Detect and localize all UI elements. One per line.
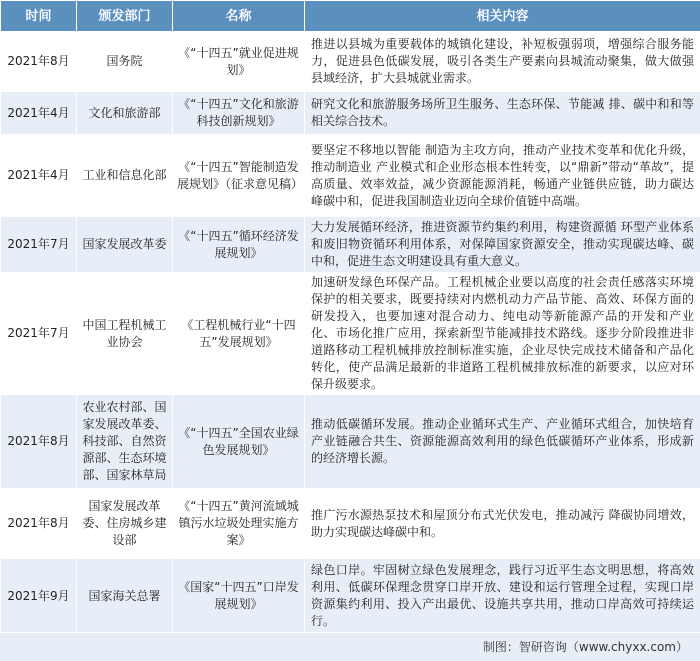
cell-dept: 农业农村部、国家发展改革委、科技部、自然资源部、生态环境部、国家林草局	[77, 395, 173, 489]
cell-name: 《工程机械行业“十四五”发展规划》	[173, 273, 305, 395]
cell-dept: 文化和旅游部	[77, 92, 173, 135]
cell-time: 2021年8月	[1, 489, 77, 559]
cell-time: 2021年8月	[1, 32, 77, 92]
source-footer	[0, 632, 700, 661]
table-row	[1, 395, 700, 489]
cell-time: 2021年4月	[1, 92, 77, 135]
cell-content: 推广污水源热泵技术和屋顶分布式光伏发电，推动减污 降碳协同增效，助力实现碳达峰碳中和。	[305, 489, 700, 559]
cell-name: 《“十四五”黄河流域城镇污水垃圾处理实施方案》	[173, 489, 305, 559]
cell-dept: 国务院	[77, 32, 173, 92]
cell-time: 2021年9月	[1, 559, 77, 634]
cell-content: 绿色口岸。牢固树立绿色发展理念，践行习近平生态文明思想，将高效利用、低碳环保理念贯穿口岸开放、建设和运行管理全过程，实现口岸资源集约利用、投入产出最优、设施共享共用，推动口岸高效可持续运行。	[305, 559, 700, 634]
table-row	[1, 489, 700, 559]
table-row	[1, 273, 700, 395]
cell-dept: 国家发展改革委、住房城乡建设部	[77, 489, 173, 559]
cell-name: 《“十四五”就业促进规划》	[173, 32, 305, 92]
cell-dept: 国家海关总署	[77, 559, 173, 634]
table-row	[1, 135, 700, 217]
cell-name: 《“十四五”循环经济发展规划》	[173, 217, 305, 273]
header-time: 时间	[1, 1, 77, 32]
cell-name: 《“十四五”全国农业绿色发展规划》	[173, 395, 305, 489]
cell-time: 2021年8月	[1, 395, 77, 489]
cell-name: 《“十四五”文化和旅游科技创新规划》	[173, 92, 305, 135]
cell-content: 要坚定不移地以智能 制造为主攻方向，推动产业技术变革和优化升级，推动制造业 产业模式和企业形态根本性转变，以“鼎新”带动“革故”，提高质量、效率效益，减少资源能源消耗，畅通产业链供应链，助力碳达峰碳中和，促进我国制造业迈向全球价值链中高端。	[305, 135, 700, 217]
cell-time: 2021年4月	[1, 135, 77, 217]
cell-content: 加速研发绿色环保产品。工程机械企业要以高度的社会责任感落实环境保护的相关要求，既要持续对内燃机动力产品节能、高效、环保方面的研发投入，也要加速对混合动力、纯电动等新能源产品的开发和产业化、市场化推广应用，探索新型节能减排技术路线。逐步分阶段推进非道路移动工程机械排放控制标准实施，企业尽快完成技术储备和产品化转化，使产品满足最新的非道路工程机械排放标准的新要求，以应对环保升级要求。	[305, 273, 700, 395]
cell-name: 《“十四五”智能制造发展规划》（征求意见稿）	[173, 135, 305, 217]
table-row	[1, 559, 700, 634]
cell-dept: 国家发展改革委	[77, 217, 173, 273]
cell-content: 推进以县城为重要载体的城镇化建设，补短板强弱项，增强综合服务能力，促进县色低碳发展，吸引各类生产要素向县城流动聚集，做大做强县域经济，扩大县城就业需求。	[305, 32, 700, 92]
table-row	[1, 217, 700, 273]
cell-name: 《国家“十四五”口岸发展规划》	[173, 559, 305, 634]
cell-content: 推动低碳循环发展。推动企业循环式生产、产业循环式组合，加快培育产业链融合共生、资源能源高效利用的绿色低碳循环产业体系，形成新的经济增长源。	[305, 395, 700, 489]
header-name: 名称	[173, 1, 305, 32]
cell-time: 2021年7月	[1, 217, 77, 273]
header-content: 相关内容	[305, 1, 700, 32]
table-header-row	[1, 1, 700, 32]
cell-content: 大力发展循环经济，推进资源节约集约利用，构建资源循 环型产业体系和废旧物资循环利用体系，对保障国家资源安全，推动实现碳达峰、碳中和，促进生态文明建设具有重大意义。	[305, 217, 700, 273]
header-dept: 颁发部门	[77, 1, 173, 32]
cell-dept: 中国工程机械工业协会	[77, 273, 173, 395]
cell-content: 研究文化和旅游服务场所卫生服务、生态环保、节能减 排、碳中和和等相关综合技术。	[305, 92, 700, 135]
table-row	[1, 32, 700, 92]
cell-time: 2021年7月	[1, 273, 77, 395]
cell-dept: 工业和信息化部	[77, 135, 173, 217]
source-credit: 制图：智研咨询（www.chyxx.com）	[482, 640, 688, 654]
table-row	[1, 92, 700, 135]
